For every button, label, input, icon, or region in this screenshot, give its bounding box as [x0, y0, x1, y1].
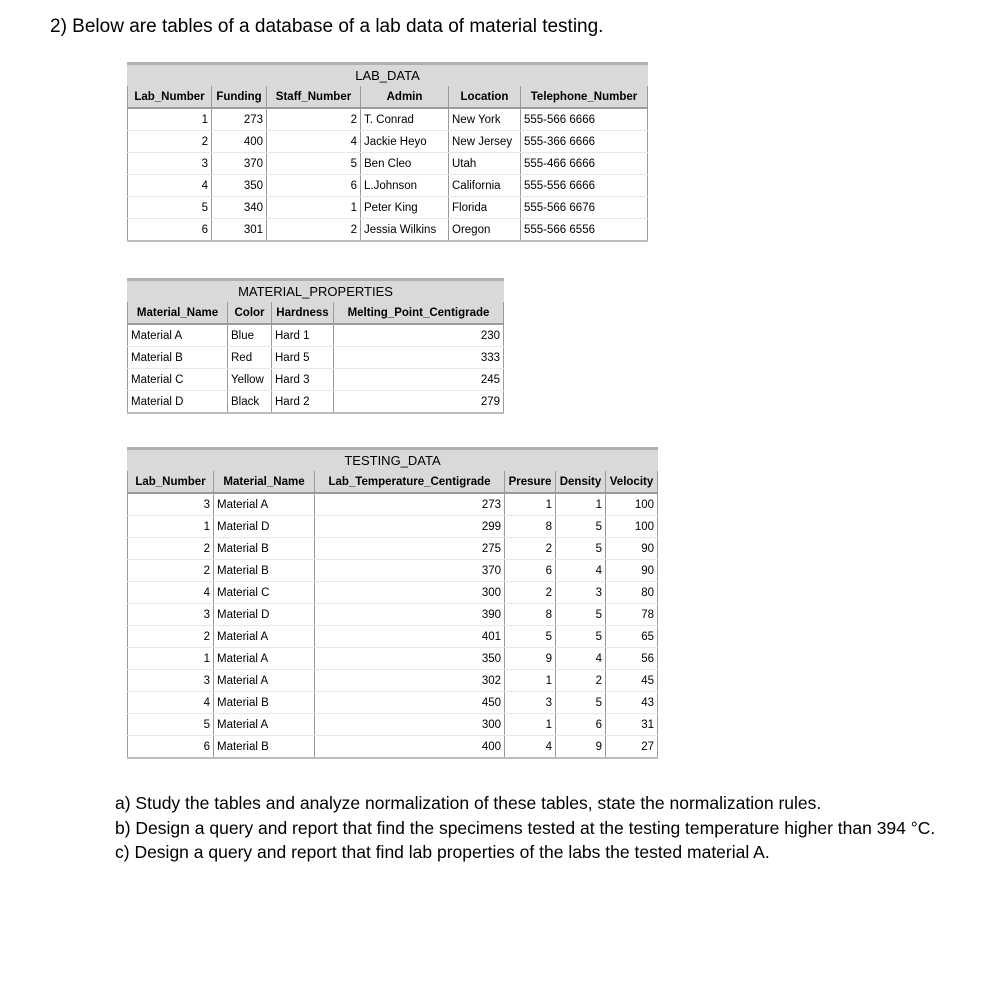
testing-data-table: [127, 447, 658, 759]
table-cell: Florida: [449, 197, 521, 219]
table-cell: California: [449, 175, 521, 197]
table-cell: 340: [212, 197, 267, 219]
table-cell: Material A: [214, 626, 315, 648]
table-cell: 5: [267, 153, 361, 175]
table-row: [128, 219, 648, 242]
table-cell: L.Johnson: [361, 175, 449, 197]
table-cell: 390: [315, 604, 505, 626]
table-cell: 2: [556, 670, 606, 692]
table-cell: 4: [128, 692, 214, 714]
header-row: [128, 471, 658, 493]
table-cell: 4: [267, 131, 361, 153]
table-cell: Black: [228, 391, 272, 414]
table-cell: T. Conrad: [361, 108, 449, 131]
table-cell: 299: [315, 516, 505, 538]
column-header: Melting_Point_Centigrade: [334, 302, 504, 324]
table-cell: 555-466 6666: [521, 153, 648, 175]
table-cell: 2: [128, 626, 214, 648]
table-cell: 5: [556, 516, 606, 538]
table-cell: 230: [334, 324, 504, 347]
column-header: Lab_Number: [128, 86, 212, 108]
question-heading: 2) Below are tables of a database of a lab data of material testing.: [50, 16, 604, 37]
table-row: [128, 391, 504, 414]
table-cell: 2: [128, 131, 212, 153]
table-cell: 2: [128, 560, 214, 582]
table-row: [128, 347, 504, 369]
table-cell: 3: [128, 153, 212, 175]
table-title: MATERIAL_PROPERTIES: [128, 280, 504, 303]
table-cell: 5: [128, 714, 214, 736]
table-cell: Material C: [128, 369, 228, 391]
table-cell: 5: [556, 604, 606, 626]
table-cell: 65: [606, 626, 658, 648]
table-cell: 302: [315, 670, 505, 692]
table-cell: 1: [505, 714, 556, 736]
column-header: Material_Name: [128, 302, 228, 324]
column-header: Density: [556, 471, 606, 493]
table-cell: New Jersey: [449, 131, 521, 153]
table-cell: 4: [505, 736, 556, 759]
column-header: Funding: [212, 86, 267, 108]
table-cell: 9: [556, 736, 606, 759]
table-row: [128, 692, 658, 714]
table-cell: 450: [315, 692, 505, 714]
table-row: [128, 560, 658, 582]
table-cell: 8: [505, 516, 556, 538]
column-header: Staff_Number: [267, 86, 361, 108]
table-cell: 6: [556, 714, 606, 736]
table-row: [128, 736, 658, 759]
table-row: [128, 493, 658, 516]
table-cell: 3: [128, 670, 214, 692]
column-header: Hardness: [272, 302, 334, 324]
table-cell: Jessia Wilkins: [361, 219, 449, 242]
table-cell: 5: [505, 626, 556, 648]
table-cell: 5: [556, 626, 606, 648]
table-cell: 4: [128, 175, 212, 197]
table-row: [128, 648, 658, 670]
table-cell: Red: [228, 347, 272, 369]
table-cell: 1: [505, 493, 556, 516]
material-properties-table: [127, 278, 504, 414]
table-row: [128, 626, 658, 648]
table-cell: 301: [212, 219, 267, 242]
table-cell: 5: [556, 692, 606, 714]
table-cell: 400: [212, 131, 267, 153]
column-header: Admin: [361, 86, 449, 108]
table-cell: 3: [505, 692, 556, 714]
column-header: Location: [449, 86, 521, 108]
table-cell: 90: [606, 538, 658, 560]
table-cell: Material B: [214, 692, 315, 714]
table-row: [128, 108, 648, 131]
table-row: [128, 582, 658, 604]
table-cell: Hard 1: [272, 324, 334, 347]
table-row: [128, 197, 648, 219]
column-header: Telephone_Number: [521, 86, 648, 108]
table-cell: 4: [556, 648, 606, 670]
table-row: [128, 516, 658, 538]
table-cell: 1: [267, 197, 361, 219]
table-cell: Material A: [214, 714, 315, 736]
column-header: Presure: [505, 471, 556, 493]
table-row: [128, 324, 504, 347]
column-header: Material_Name: [214, 471, 315, 493]
table-cell: 78: [606, 604, 658, 626]
table-cell: 2: [128, 538, 214, 560]
table-cell: Material B: [128, 347, 228, 369]
table-cell: 2: [267, 219, 361, 242]
table-title: LAB_DATA: [128, 64, 648, 87]
table-row: [128, 538, 658, 560]
table-cell: 9: [505, 648, 556, 670]
column-header: Lab_Number: [128, 471, 214, 493]
table-cell: 6: [505, 560, 556, 582]
table-cell: 3: [128, 604, 214, 626]
table-cell: 90: [606, 560, 658, 582]
table-cell: Yellow: [228, 369, 272, 391]
table-cell: 1: [128, 516, 214, 538]
table-cell: Material B: [214, 736, 315, 759]
table-cell: 555-366 6666: [521, 131, 648, 153]
table-cell: 1: [556, 493, 606, 516]
table-title: TESTING_DATA: [128, 449, 658, 472]
table-cell: Material D: [214, 516, 315, 538]
table-row: [128, 714, 658, 736]
table-cell: 100: [606, 493, 658, 516]
table-cell: 279: [334, 391, 504, 414]
table-cell: Jackie Heyo: [361, 131, 449, 153]
table-cell: 56: [606, 648, 658, 670]
table-cell: 273: [212, 108, 267, 131]
table-cell: 1: [505, 670, 556, 692]
table-cell: 2: [505, 538, 556, 560]
table-row: [128, 670, 658, 692]
table-cell: 80: [606, 582, 658, 604]
table-cell: Blue: [228, 324, 272, 347]
table-cell: Material A: [214, 648, 315, 670]
table-cell: 4: [128, 582, 214, 604]
table-cell: 4: [556, 560, 606, 582]
table-cell: 1: [128, 108, 212, 131]
question-b: b) Design a query and report that find the specimens tested at the testing temperature higher than 394 °C.: [115, 817, 936, 838]
table-cell: 333: [334, 347, 504, 369]
table-cell: 555-566 6676: [521, 197, 648, 219]
table-cell: 370: [212, 153, 267, 175]
table-cell: 2: [267, 108, 361, 131]
table-cell: 6: [128, 219, 212, 242]
table-cell: 300: [315, 714, 505, 736]
table-cell: 1: [128, 648, 214, 670]
table-cell: 555-556 6666: [521, 175, 648, 197]
table-cell: 27: [606, 736, 658, 759]
question-a: a) Study the tables and analyze normalization of these tables, state the normalization rules.: [115, 793, 822, 813]
table-cell: 43: [606, 692, 658, 714]
table-cell: 400: [315, 736, 505, 759]
table-row: [128, 131, 648, 153]
table-cell: 245: [334, 369, 504, 391]
table-cell: Ben Cleo: [361, 153, 449, 175]
table-cell: Material B: [214, 538, 315, 560]
lab-data-table: [127, 62, 648, 242]
table-cell: 370: [315, 560, 505, 582]
question-c: c) Design a query and report that find lab properties of the labs the tested material A.: [115, 842, 770, 862]
table-cell: Hard 2: [272, 391, 334, 414]
table-row: [128, 175, 648, 197]
table-cell: 275: [315, 538, 505, 560]
table-cell: 5: [128, 197, 212, 219]
table-cell: Material B: [214, 560, 315, 582]
table-cell: Hard 5: [272, 347, 334, 369]
table-cell: 6: [128, 736, 214, 759]
column-header: Velocity: [606, 471, 658, 493]
table-cell: 273: [315, 493, 505, 516]
table-cell: Material A: [128, 324, 228, 347]
table-cell: 100: [606, 516, 658, 538]
table-cell: New York: [449, 108, 521, 131]
table-cell: 3: [556, 582, 606, 604]
table-cell: 300: [315, 582, 505, 604]
table-cell: 8: [505, 604, 556, 626]
table-cell: Material D: [128, 391, 228, 414]
table-cell: Oregon: [449, 219, 521, 242]
table-cell: 401: [315, 626, 505, 648]
table-cell: 3: [128, 493, 214, 516]
table-cell: Material D: [214, 604, 315, 626]
column-header: Lab_Temperature_Centigrade: [315, 471, 505, 493]
table-row: [128, 153, 648, 175]
table-cell: 350: [212, 175, 267, 197]
header-row: [128, 302, 504, 324]
table-cell: 555-566 6556: [521, 219, 648, 242]
column-header: Color: [228, 302, 272, 324]
table-cell: Hard 3: [272, 369, 334, 391]
table-cell: Material A: [214, 670, 315, 692]
table-cell: Peter King: [361, 197, 449, 219]
table-cell: 45: [606, 670, 658, 692]
table-cell: 5: [556, 538, 606, 560]
table-cell: 31: [606, 714, 658, 736]
table-cell: Material A: [214, 493, 315, 516]
table-cell: Utah: [449, 153, 521, 175]
table-row: [128, 604, 658, 626]
table-row: [128, 369, 504, 391]
table-cell: 350: [315, 648, 505, 670]
header-row: [128, 86, 648, 108]
table-cell: 555-566 6666: [521, 108, 648, 131]
table-cell: Material C: [214, 582, 315, 604]
questions: [115, 791, 975, 865]
table-cell: 2: [505, 582, 556, 604]
table-cell: 6: [267, 175, 361, 197]
